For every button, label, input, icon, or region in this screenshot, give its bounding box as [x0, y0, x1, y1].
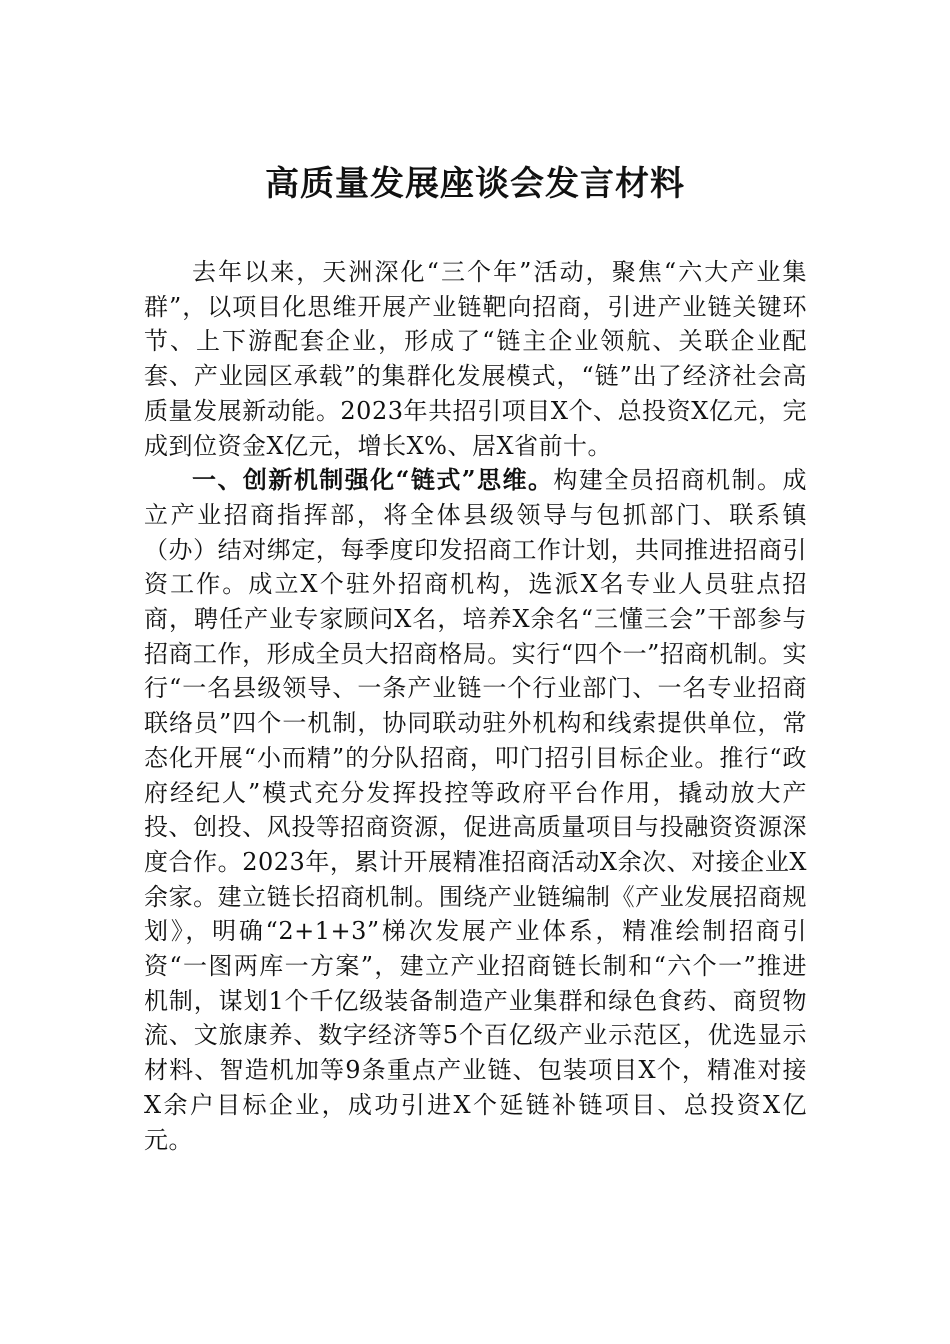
section-one-heading: 一、创新机制强化“链式”思维。: [192, 465, 554, 495]
section-one-paragraph: [144, 463, 807, 1157]
section-one-text: 构建全员招商机制。成立产业招商指挥部，将全体县级领导与包抓部门、联系镇（办）结对绑定，每季度印发招商工作计划，共同推进招商引资工作。成立X个驻外招商机构，选派X名专业人员驻点招商，聘任产业专家顾问X名，培养X余名“三懂三会”干部参与招商工作，形成全员大招商格局。实行“四个一”招商机制。实行“一名县级领导、一条产业链一个行业部门、一名专业招商联络员”四个一机制，协同联动驻外机构和线索提供单位，常态化开展“小而精”的分队招商，叩门招引目标企业。推行“政府经纪人”模式充分发挥投控等政府平台作用，撬动放大产投、创投、风投等招商资源，促进高质量项目与投融资资源深度合作。2023年，累计开展精准招商活动X余次、对接企业X余家。建立链长招商机制。围绕产业链编制《产业发展招商规划》，明确“2+1+3”梯次发展产业体系，精准绘制招商引资“一图两库一方案”，建立产业招商链长制和“六个一”推进机制，谋划1个千亿级装备制造产业集群和绿色食药、商贸物流、文旅康养、数字经济等5个百亿级产业示范区，优选显示材料、智造机加等9条重点产业链、包装项目X个，精准对接X余户目标企业，成功引进X个延链补链项目、总投资X亿元。: [144, 466, 808, 1154]
intro-paragraph: [144, 255, 807, 463]
document-title: 高质量发展座谈会发言材料: [265, 164, 685, 204]
document-body: [144, 255, 807, 1157]
intro-paragraph-text: 去年以来，天洲深化“三个年”活动，聚焦“六大产业集群”，以项目化思维开展产业链靶向招商，引进产业链关键环节、上下游配套企业，形成了“链主企业领航、关联企业配套、产业园区承载”的集群化发展模式，“链”出了经济社会高质量发展新动能。2023年共招引项目X个、总投资X亿元，完成到位资金X亿元，增长X%、居X省前十。: [144, 258, 807, 460]
